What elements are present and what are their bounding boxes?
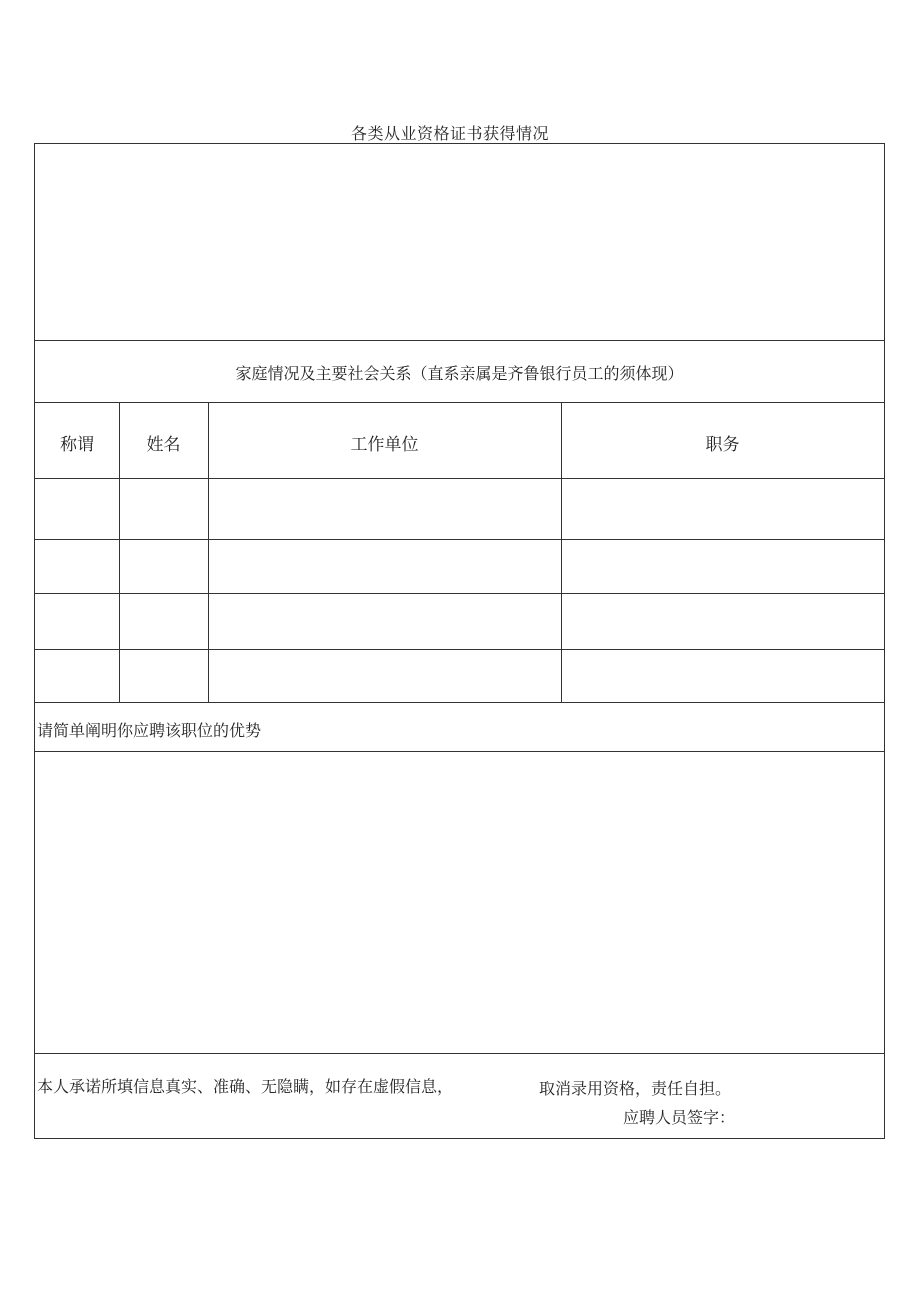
cell-position[interactable] bbox=[562, 479, 884, 539]
cell-relation[interactable] bbox=[35, 594, 119, 649]
divider bbox=[35, 702, 884, 703]
pledge-text-part2: 取消录用资格，责任自担。 bbox=[539, 1079, 732, 1098]
table-row bbox=[35, 594, 884, 649]
cell-position[interactable] bbox=[562, 540, 884, 593]
cell-employer[interactable] bbox=[209, 650, 561, 702]
cell-name[interactable] bbox=[120, 479, 208, 539]
advantages-content-area[interactable] bbox=[35, 752, 884, 1053]
divider bbox=[35, 402, 884, 403]
certificates-title: 各类从业资格证书获得情况 bbox=[350, 124, 549, 143]
cell-position[interactable] bbox=[562, 594, 884, 649]
signature-field[interactable] bbox=[735, 1100, 875, 1128]
cell-employer[interactable] bbox=[209, 540, 561, 593]
column-header-relation: 称谓 bbox=[60, 435, 94, 455]
signature-label: 应聘人员签字： bbox=[623, 1108, 736, 1127]
column-header-name: 姓名 bbox=[146, 435, 181, 455]
pledge-text-part1: 本人承诺所填信息真实、准确、无隐瞒，如存在虚假信息， bbox=[37, 1077, 454, 1096]
cell-relation[interactable] bbox=[35, 650, 119, 702]
divider bbox=[35, 1053, 884, 1054]
certificates-content-area[interactable] bbox=[35, 144, 884, 340]
divider bbox=[35, 340, 884, 341]
application-form bbox=[34, 143, 885, 1139]
cell-employer[interactable] bbox=[209, 594, 561, 649]
cell-name[interactable] bbox=[120, 540, 208, 593]
family-heading: 家庭情况及主要社会关系（直系亲属是齐鲁银行员工的须体现） bbox=[235, 364, 684, 383]
table-row bbox=[35, 540, 884, 593]
table-row bbox=[35, 650, 884, 702]
cell-employer[interactable] bbox=[209, 479, 561, 539]
column-header-employer: 工作单位 bbox=[350, 435, 419, 455]
cell-name[interactable] bbox=[120, 594, 208, 649]
cell-name[interactable] bbox=[120, 650, 208, 702]
table-row bbox=[35, 479, 884, 539]
cell-relation[interactable] bbox=[35, 479, 119, 539]
advantages-prompt: 请简单阐明你应聘该职位的优势 bbox=[37, 721, 262, 740]
column-header-position: 职务 bbox=[705, 435, 740, 455]
cell-relation[interactable] bbox=[35, 540, 119, 593]
cell-position[interactable] bbox=[562, 650, 884, 702]
